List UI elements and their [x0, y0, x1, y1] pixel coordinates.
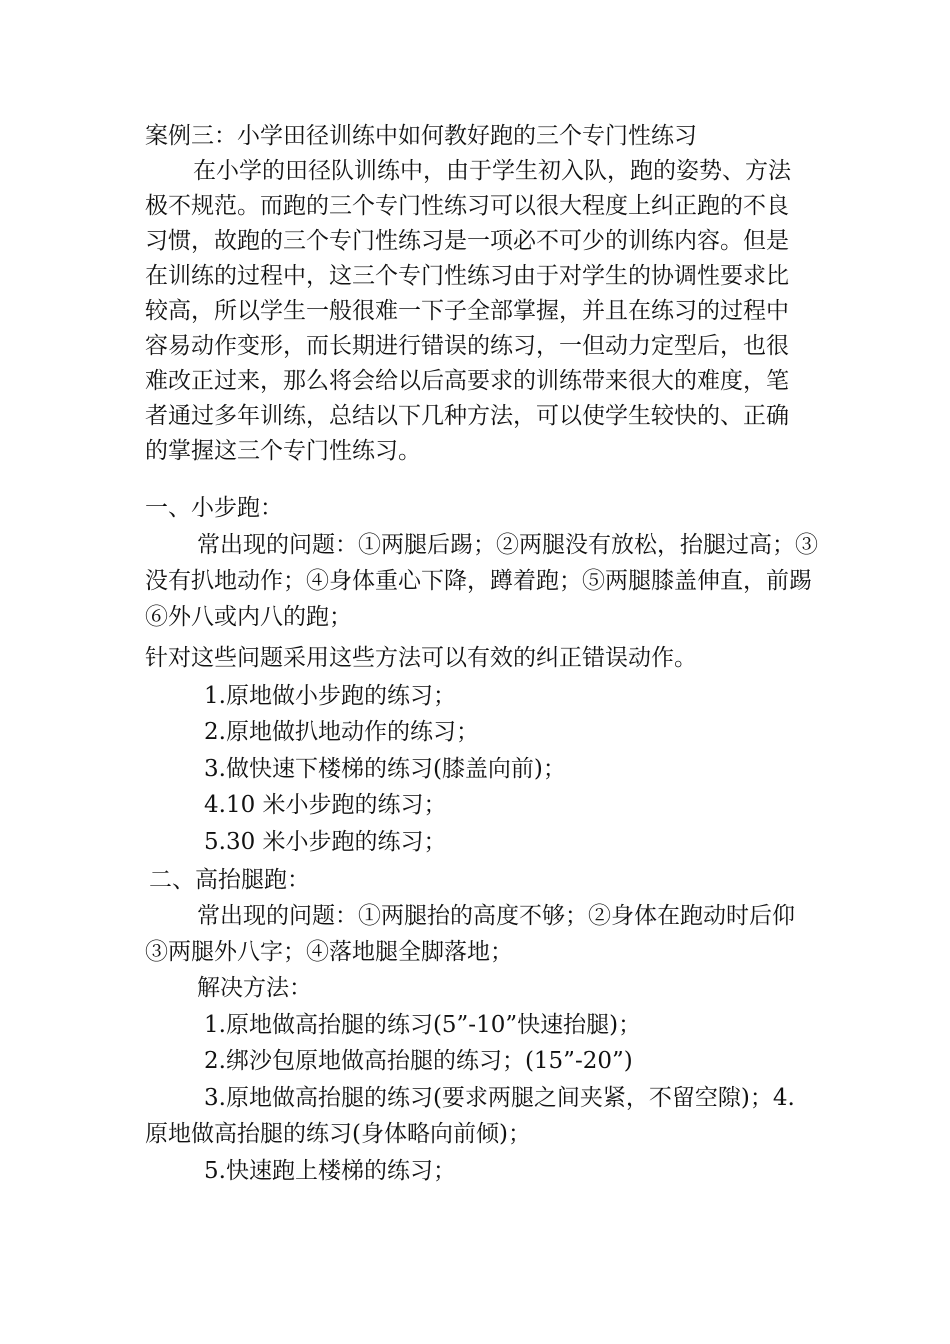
section2-problems-line-1: 常出现的问题：①两腿抬的高度不够；②身体在跑动时后仰 [197, 903, 795, 929]
section2-heading: 二、高抬腿跑： [149, 867, 310, 893]
document-title: 案例三：小学田径训练中如何教好跑的三个专门性练习 [145, 123, 697, 149]
section2-item-2: 2.绑沙包原地做高抬腿的练习；(15”-20”) [204, 1048, 633, 1074]
section1-item-5: 5.30 米小步跑的练习； [204, 829, 447, 855]
intro-line-3: 习惯，故跑的三个专门性练习是一项必不可少的训练内容。但是 [145, 228, 789, 254]
intro-line-9: 的掌握这三个专门性练习。 [145, 438, 421, 464]
section2-item-4-continuation: 原地做高抬腿的练习(身体略向前倾)； [145, 1121, 531, 1147]
section2-item-1: 1.原地做高抬腿的练习(5”-10”快速抬腿)； [204, 1012, 642, 1038]
section1-problems-line-1: 常出现的问题：①两腿后踢；②两腿没有放松，抬腿过高；③ [197, 532, 818, 558]
section1-problems-line-3: ⑥外八或内八的跑； [145, 604, 352, 630]
section2-item-3: 3.原地做高抬腿的练习(要求两腿之间夹紧，不留空隙)；4. [204, 1085, 795, 1111]
intro-line-4: 在训练的过程中，这三个专门性练习由于对学生的协调性要求比 [145, 263, 789, 289]
section1-item-1: 1.原地做小步跑的练习； [204, 683, 456, 709]
intro-line-2: 极不规范。而跑的三个专门性练习可以很大程度上纠正跑的不良 [145, 193, 789, 219]
section1-lead: 针对这些问题采用这些方法可以有效的纠正错误动作。 [145, 645, 697, 671]
intro-line-7: 难改正过来，那么将会给以后高要求的训练带来很大的难度，笔 [145, 368, 789, 394]
section1-item-2: 2.原地做扒地动作的练习； [204, 719, 479, 745]
section1-item-4: 4.10 米小步跑的练习； [204, 792, 447, 818]
intro-line-1: 在小学的田径队训练中，由于学生初入队，跑的姿势、方法 [193, 158, 791, 184]
intro-line-8: 者通过多年训练，总结以下几种方法，可以使学生较快的、正确 [145, 403, 789, 429]
intro-line-6: 容易动作变形，而长期进行错误的练习，一但动力定型后，也很 [145, 333, 789, 359]
intro-line-5: 较高，所以学生一般很难一下子全部掌握，并且在练习的过程中 [145, 298, 789, 324]
section1-item-3: 3.做快速下楼梯的练习(膝盖向前)； [204, 756, 566, 782]
section1-heading: 一、小步跑： [145, 495, 283, 521]
section2-item-5: 5.快速跑上楼梯的练习； [204, 1158, 456, 1184]
section1-problems-line-2: 没有扒地动作；④身体重心下降，蹲着跑；⑤两腿膝盖伸直，前踢 [145, 568, 812, 594]
section2-problems-line-2: ③两腿外八字；④落地腿全脚落地； [145, 939, 513, 965]
section2-solution-label: 解决方法： [197, 975, 312, 1001]
